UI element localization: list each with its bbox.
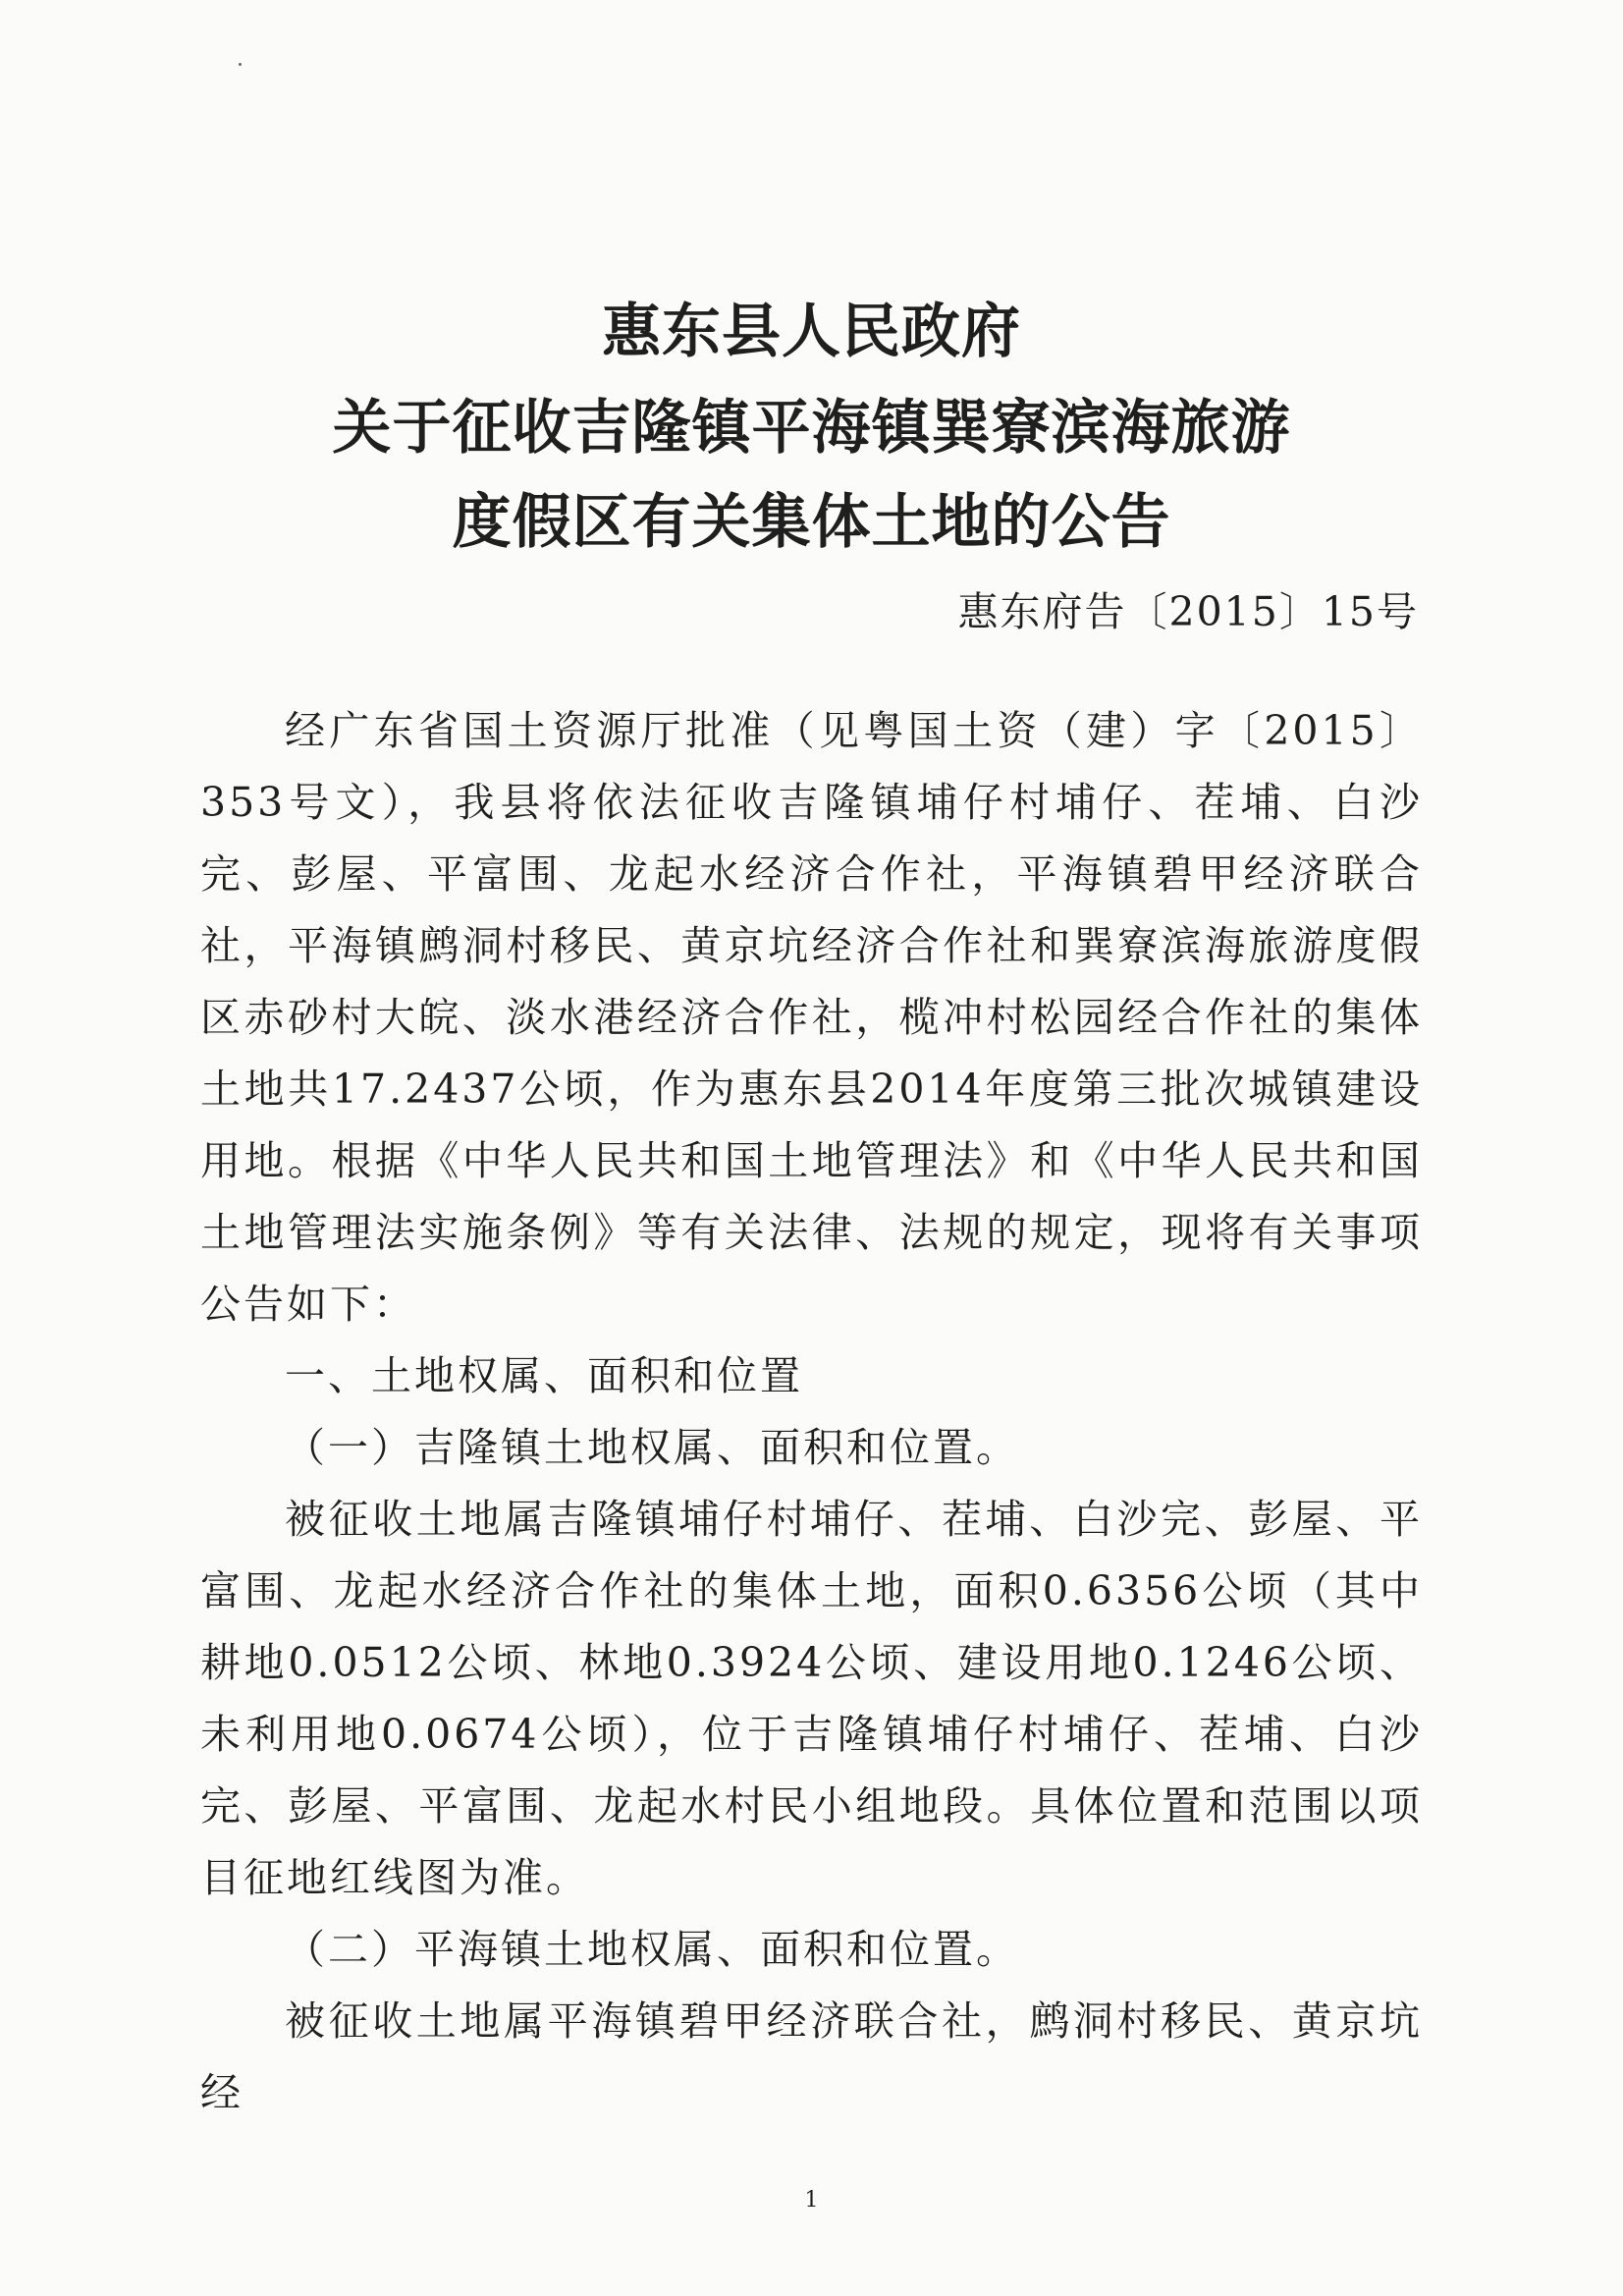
title-line-3: 度假区有关集体土地的公告 — [452, 488, 1171, 557]
subsection-1-heading: （一）吉隆镇土地权属、面积和位置。 — [285, 1424, 1019, 1471]
document-number: 惠东府告〔2015〕15号 — [957, 588, 1419, 635]
subsection-1-paragraph: 被征收土地属吉隆镇埔仔村埔仔、茬埔、白沙完、彭屋、平富围、龙起水经济合作社的集体土地，面积0.6356公顷（其中耕地0.0512公顷、林地0.3924公顷、建设用地0.1246公顷、未利用地0.0674公顷），位于吉隆镇埔仔村埔仔、茬埔、白沙完、彭屋、平富围、龙起水村民小组地段。具体位置和范围以项目征地红线图为准。 — [200, 1496, 1423, 1901]
body-text — [200, 695, 1423, 2129]
subsection-2-paragraph: 被征收土地属平海镇碧甲经济联合社，鹧洞村移民、黄京坑经 — [200, 1997, 1423, 2116]
intro-paragraph: 经广东省国土资源厅批准（见粤国土资（建）字〔2015〕353号文），我县将依法征收吉隆镇埔仔村埔仔、茬埔、白沙完、彭屋、平富围、龙起水经济合作社，平海镇碧甲经济联合社，平海镇鹧洞村移民、黄京坑经济合作社和巽寮滨海旅游度假区赤砂村大皖、淡水港经济合作社，榄冲村松园经合作社的集体土地共17.2437公顷，作为惠东县2014年度第三批次城镇建设用地。根据《中华人民共和国土地管理法》和《中华人民共和国土地管理法实施条例》等有关法律、法规的规定，现将有关事项公告如下： — [200, 707, 1423, 1328]
title-line-1: 惠东县人民政府 — [602, 298, 1021, 366]
title-line-2: 关于征收吉隆镇平海镇巽寮滨海旅游 — [332, 394, 1291, 463]
section-1-heading: 一、土地权属、面积和位置 — [285, 1352, 803, 1399]
page-number: 1 — [804, 2188, 819, 2213]
subsection-2-heading: （二）平海镇土地权属、面积和位置。 — [285, 1926, 1019, 1973]
scan-speck — [239, 63, 242, 66]
